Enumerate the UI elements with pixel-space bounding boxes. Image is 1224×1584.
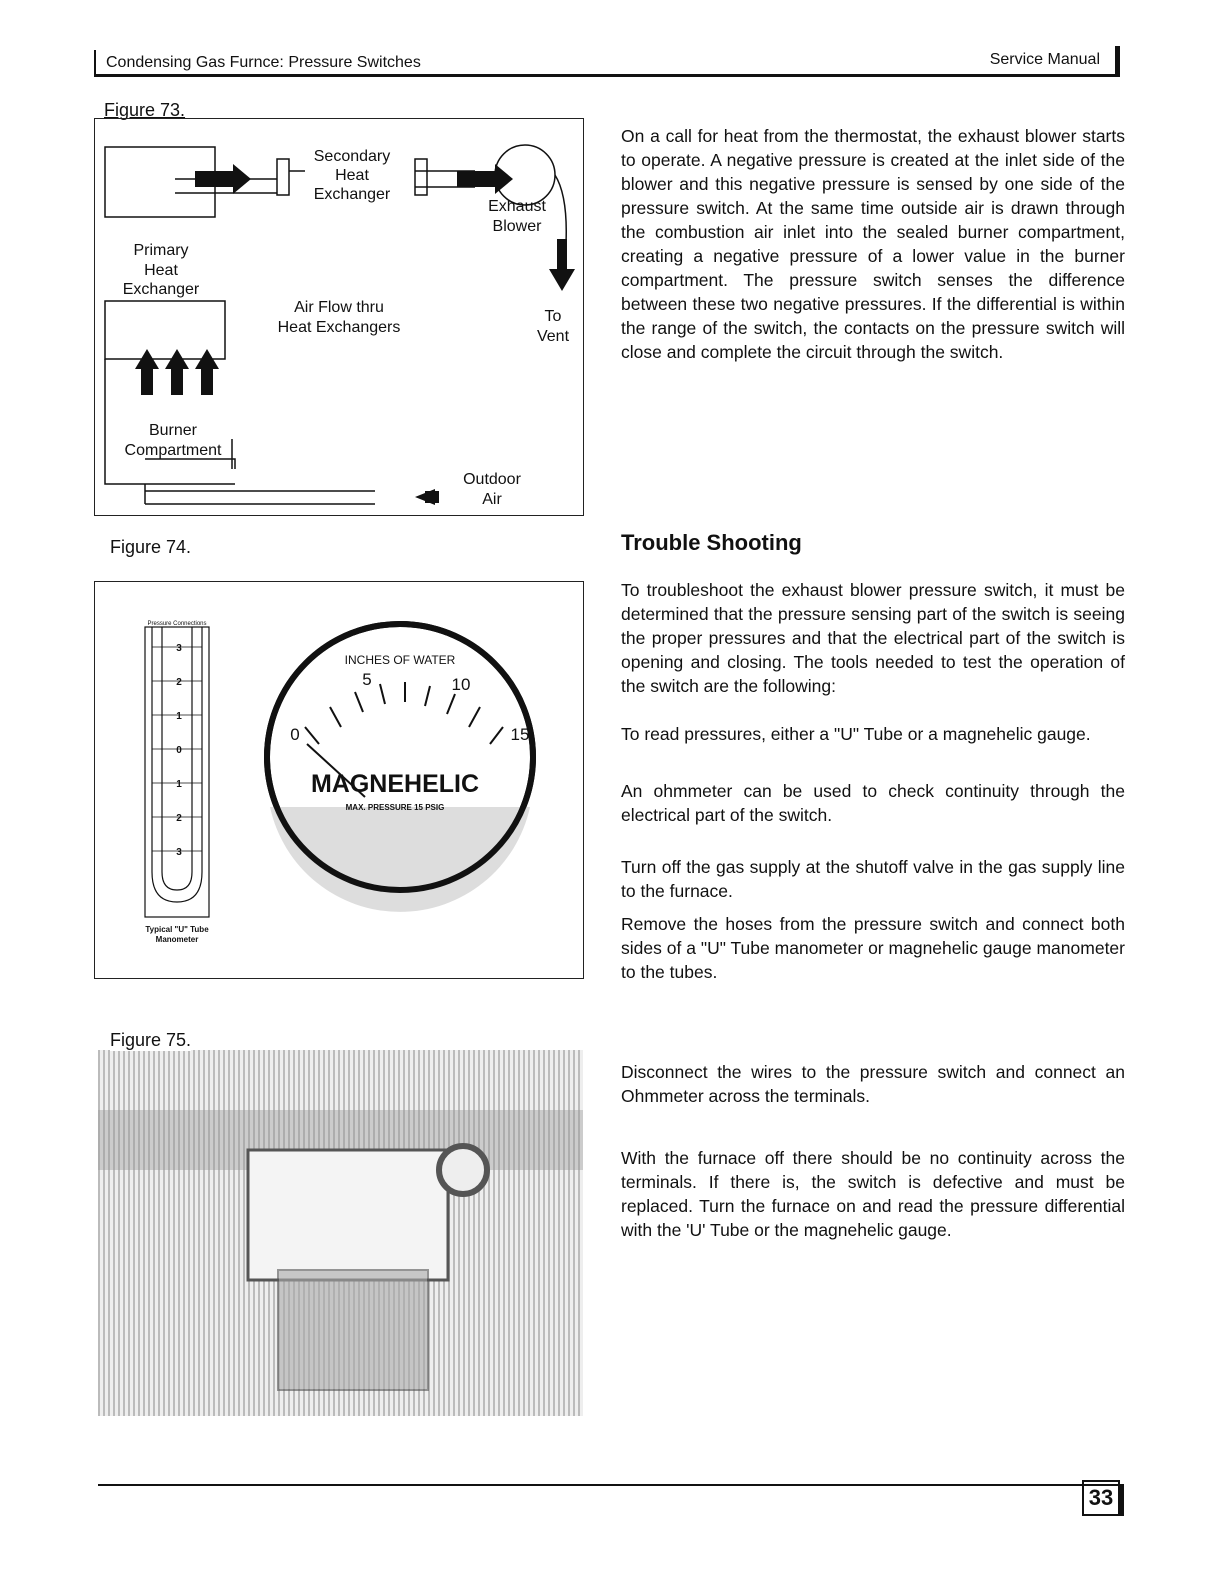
u-tube-manometer <box>145 621 209 944</box>
header-bar <box>1115 46 1120 76</box>
label-burner-1: Burner <box>148 422 198 439</box>
label-primary-3: Exchanger <box>122 281 200 298</box>
figure-75-label: Figure 75. <box>110 1030 192 1050</box>
paragraph-hoses: Remove the hoses from the pressure switch and connect both sides of a "U" Tube manometer or magnehelic gauge manometer to the tubes. <box>621 914 1125 982</box>
paragraph-gas-off: Turn off the gas supply at the shutoff valve in the gas supply line to the furnace. <box>621 857 1125 901</box>
label-secondary-2: Heat <box>335 167 369 184</box>
paragraph-intro: On a call for heat from the thermostat, the exhaust blower starts to operate. A negative pressure is created at the inlet side of the blower and this negative pressure is sensed by one side of the pressure switch. At the same time outside air is drawn through the combustion air inlet into the sealed burner compartment, creating a negative pressure of a lower value in the burner compartment. The pressure switch senses the difference between these two negative pressures. If the differential is within the range of the switch, the contacts on the pressure switch will close and complete the circuit through the switch. <box>621 126 1125 362</box>
label-airflow-1: Air Flow thru <box>294 299 384 316</box>
page-header <box>94 50 1120 77</box>
label-outdoor-2: Air <box>482 491 502 508</box>
magnehelic-gauge <box>267 624 533 912</box>
paragraph-wires: Disconnect the wires to the pressure switch and connect an Ohmmeter across the terminals. <box>621 1062 1125 1106</box>
label-exhaust-2: Blower <box>492 218 542 235</box>
utube-top-label: Pressure Connections <box>147 621 207 627</box>
label-primary-1: Primary <box>133 242 189 259</box>
utube-tick: 3 <box>176 847 182 858</box>
gauge-units: INCHES OF WATER <box>344 653 456 667</box>
paragraph-read-pressures: To read pressures, either a "U" Tube or a magnehelic gauge. <box>621 724 1091 744</box>
figure-73-diagram <box>94 118 584 516</box>
gauge-tick-10: 10 <box>451 675 471 694</box>
label-primary-2: Heat <box>144 262 178 279</box>
figure-74-diagram <box>94 581 584 979</box>
utube-tick: 2 <box>176 813 182 824</box>
label-secondary-3: Exchanger <box>313 186 391 203</box>
footer-rule <box>98 1484 1118 1486</box>
label-vent-1: To <box>544 308 562 325</box>
utube-tick: 3 <box>176 643 182 654</box>
utube-tick: 1 <box>176 711 182 722</box>
label-exhaust-1: Exhaust <box>488 198 546 215</box>
label-secondary-1: Secondary <box>313 148 391 165</box>
header-title: Condensing Gas Furnce: Pressure Switches <box>106 54 421 71</box>
utube-tick: 2 <box>176 677 182 688</box>
header-right: Service Manual <box>989 51 1100 68</box>
page-number: 33 <box>1082 1480 1120 1516</box>
gauge-brand: MAGNEHELIC <box>310 770 480 798</box>
paragraph-troubleshoot: To troubleshoot the exhaust blower pressure switch, it must be determined that the pressure sensing part of the switch is seeing the proper pressures and that the electrical part of the switch is opening and closing. The tools needed to test the operation of the switch are the following: <box>621 580 1125 696</box>
paragraph-continuity: With the furnace off there should be no continuity across the terminals. If there is, the switch is defective and must be replaced. Turn the furnace on and read the pressure differential with the 'U' Tube or the magnehelic gauge. <box>621 1148 1125 1240</box>
utube-caption-2: Manometer <box>155 935 199 944</box>
label-outdoor-1: Outdoor <box>463 471 521 488</box>
figure-74-label: Figure 74. <box>110 537 192 557</box>
gauge-tick-15: 15 <box>510 725 530 744</box>
figure-73-label: Figure 73. <box>104 100 186 120</box>
paragraph-ohmmeter: An ohmmeter can be used to check continuity through the electrical part of the switch. <box>621 781 1125 825</box>
label-airflow-2: Heat Exchangers <box>277 319 401 336</box>
figure-75-photo <box>98 1050 583 1416</box>
gauge-tick-5: 5 <box>362 670 372 689</box>
gauge-tick-0: 0 <box>290 725 300 744</box>
section-heading: Trouble Shooting <box>621 530 802 555</box>
label-vent-2: Vent <box>536 328 570 345</box>
utube-tick: 1 <box>176 779 182 790</box>
gauge-max-pressure: MAX. PRESSURE 15 PSIG <box>345 803 445 812</box>
utube-tick: 0 <box>176 745 182 756</box>
label-burner-2: Compartment <box>124 442 222 459</box>
utube-caption-1: Typical "U" Tube <box>145 925 209 934</box>
